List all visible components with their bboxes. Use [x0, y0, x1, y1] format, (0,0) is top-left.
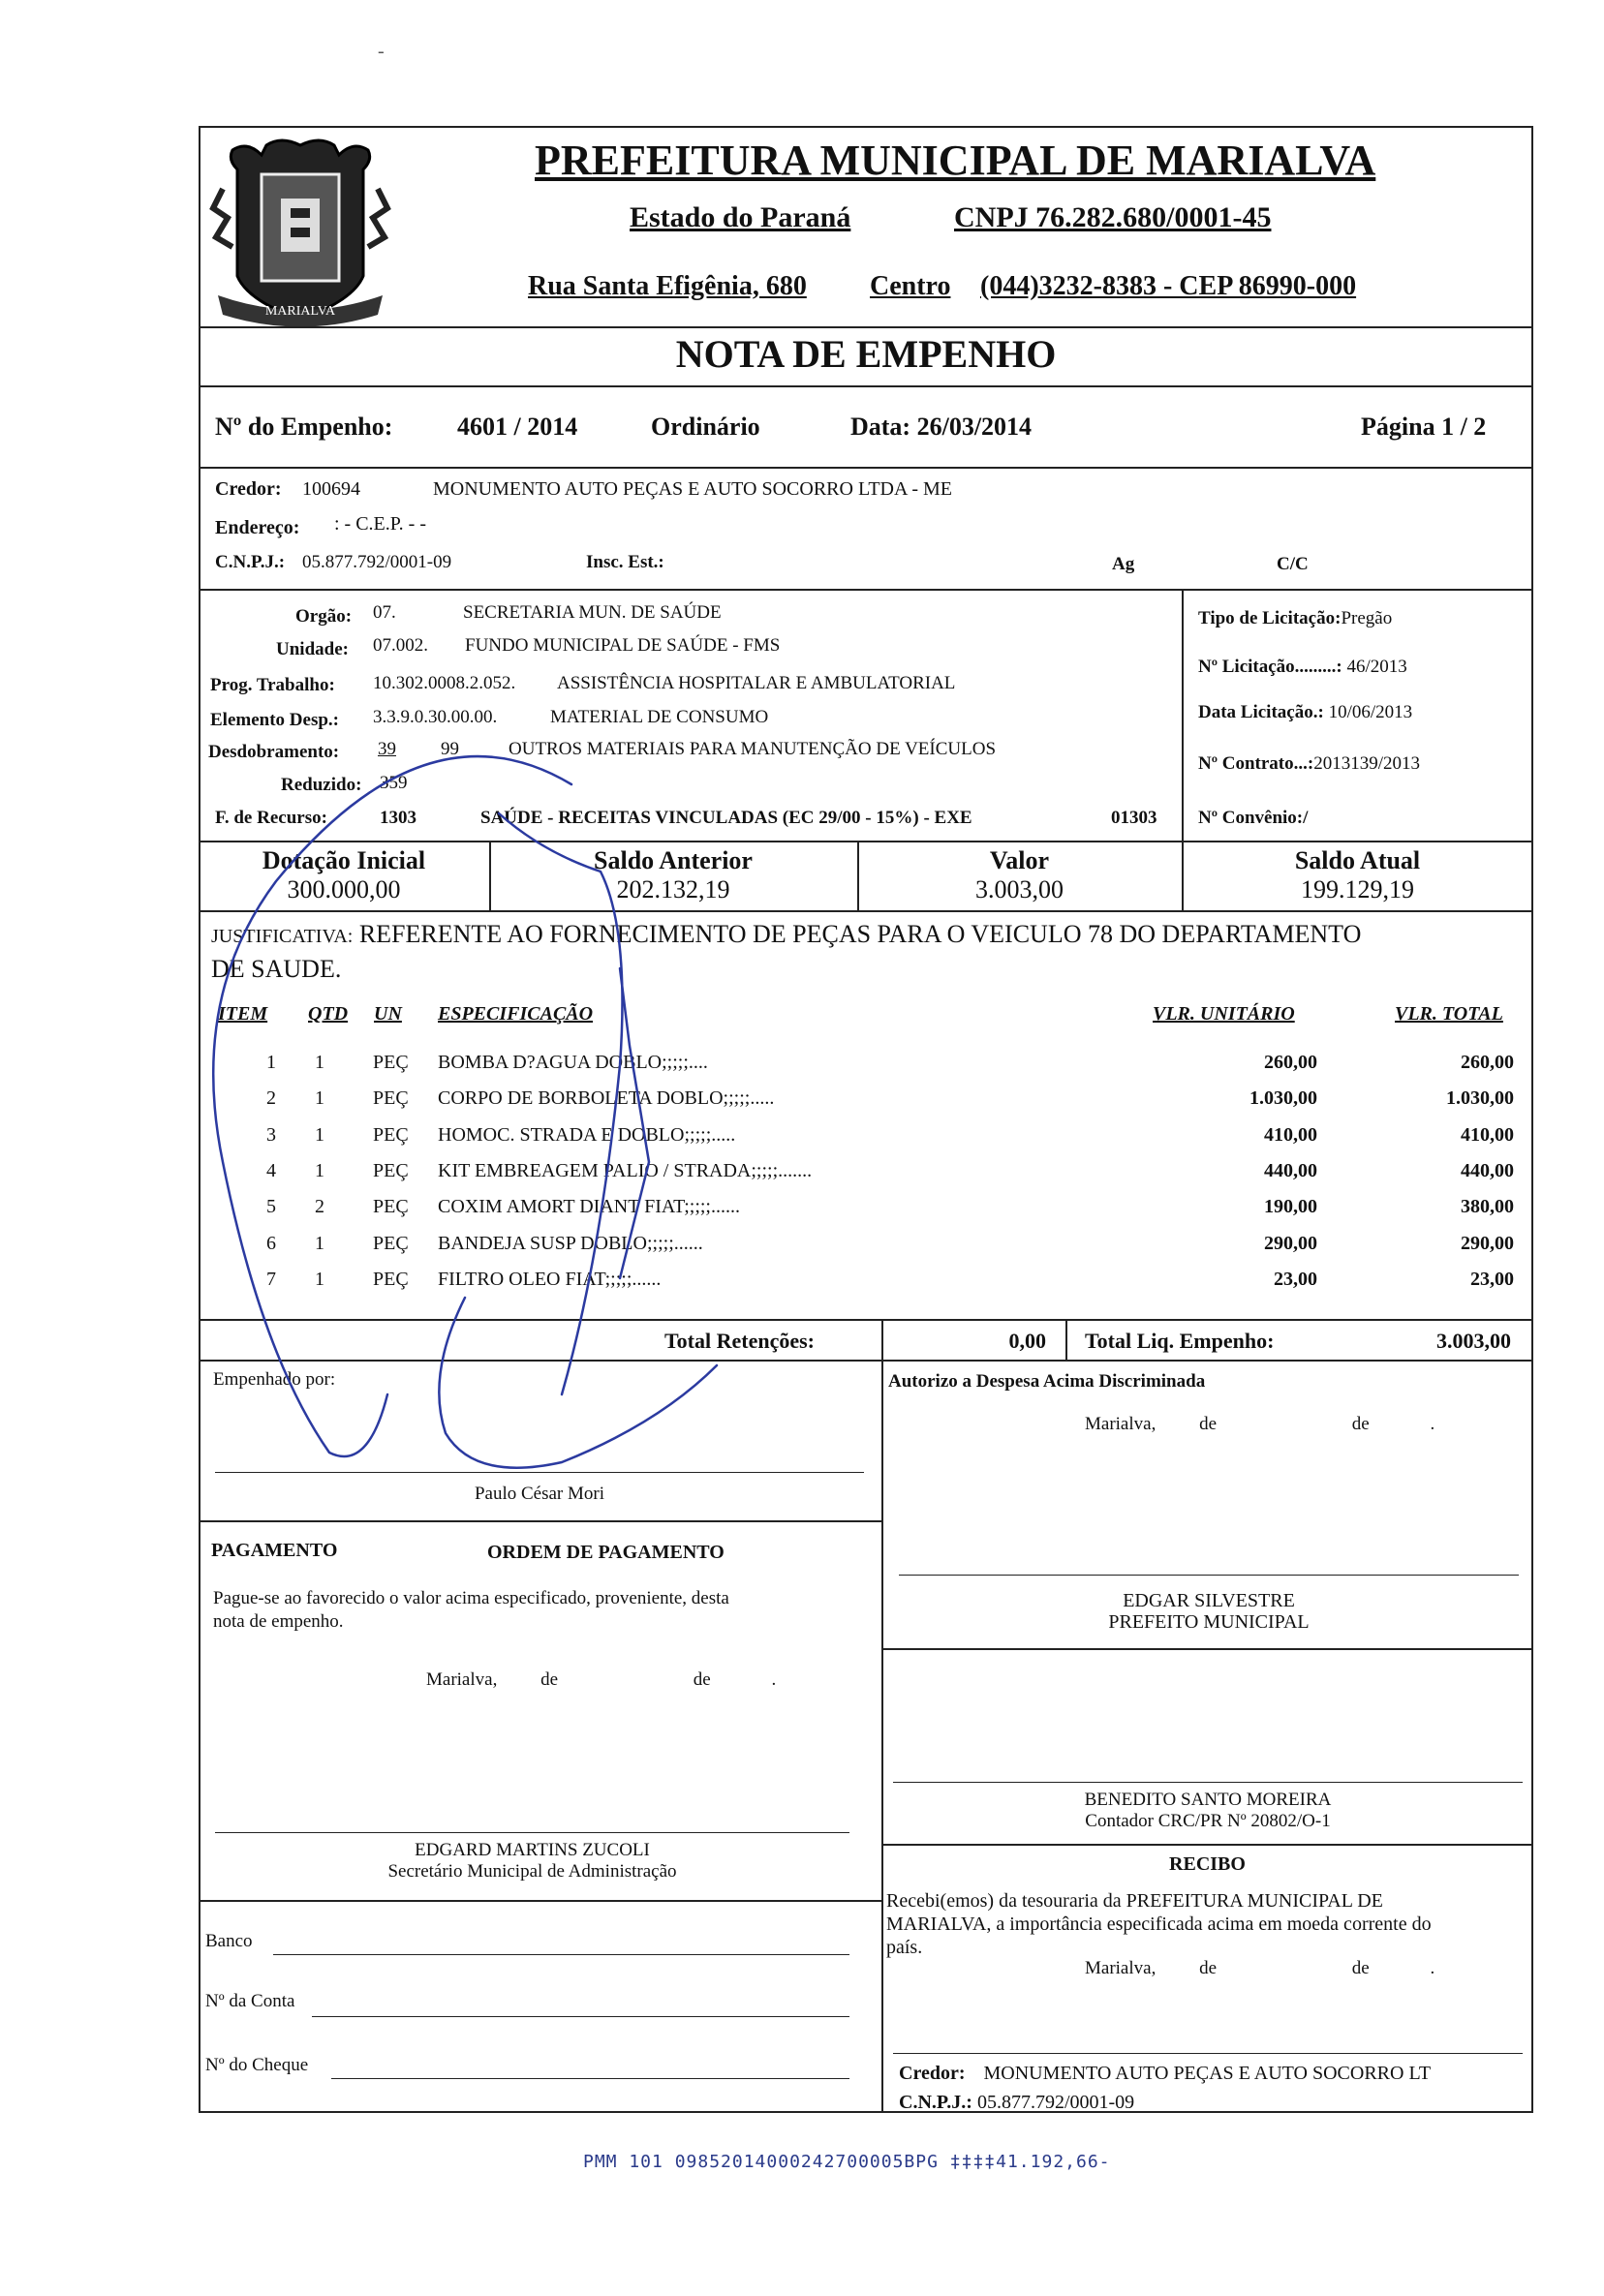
- page-title: PREFEITURA MUNICIPAL DE MARIALVA: [535, 137, 1376, 184]
- col-vlr-total: VLR. TOTAL: [1395, 1003, 1503, 1025]
- recibo-dot: .: [1430, 1958, 1435, 1978]
- item-qtd: 1: [315, 1052, 324, 1073]
- contrato: [1198, 753, 1420, 775]
- pagamento-text2: nota de empenho.: [213, 1611, 344, 1632]
- justificativa-label: JUSTIFICATIVA:: [211, 926, 354, 947]
- recibo-city: Marialva,: [1085, 1958, 1157, 1978]
- elem-name: MATERIAL DE CONSUMO: [550, 707, 769, 727]
- crest-icon: [208, 131, 392, 334]
- item-qtd: 1: [315, 1269, 324, 1290]
- col-un: UN: [374, 1003, 402, 1025]
- item-qtd: 1: [315, 1233, 324, 1254]
- orgao-code: 07.: [373, 602, 396, 623]
- item-un: PEÇ: [373, 1052, 409, 1073]
- numero-licitacao: [1198, 657, 1407, 678]
- valor-value: 3.003,00: [975, 875, 1064, 903]
- item-total-value: 23,00: [1470, 1269, 1514, 1290]
- item-desc: FILTRO OLEO FIAT;;;;;......: [438, 1269, 662, 1290]
- cc-label: C/C: [1277, 554, 1309, 574]
- cheque-label: Nº do Cheque: [205, 2055, 309, 2075]
- convenio: Nº Convênio:/: [1198, 808, 1309, 828]
- valor-label: Valor: [989, 846, 1050, 874]
- data-licitacao: [1198, 702, 1412, 723]
- item-number: 6: [266, 1233, 276, 1254]
- orgao-label: Orgão:: [295, 606, 353, 627]
- item-unit-value: 290,00: [1264, 1233, 1317, 1254]
- pagamento-date: [426, 1669, 776, 1691]
- autorizo-de2: de: [1351, 1414, 1370, 1434]
- pagamento-city: Marialva,: [426, 1669, 498, 1690]
- scan-mark: -: [378, 41, 385, 62]
- recibo-de1: de: [1199, 1958, 1218, 1978]
- unidade-code: 07.002.: [373, 635, 428, 656]
- tipo-licitacao-value: Pregão: [1341, 608, 1393, 628]
- item-qtd: 1: [315, 1087, 324, 1109]
- saldo-anterior-value: 202.132,19: [616, 875, 730, 903]
- numero-licitacao-label: Nº Licitação.........:: [1198, 657, 1342, 677]
- item-un: PEÇ: [373, 1124, 409, 1146]
- conta-label: Nº da Conta: [205, 1991, 295, 2011]
- item-unit-value: 440,00: [1264, 1160, 1317, 1181]
- item-total-value: 440,00: [1461, 1160, 1514, 1181]
- col-qtd: QTD: [308, 1003, 349, 1025]
- recibo-credor-label: Credor:: [899, 2063, 966, 2084]
- recibo-cnpj-value: 05.877.792/0001-09: [976, 2092, 1135, 2113]
- recibo-credor-name: MONUMENTO AUTO PEÇAS E AUTO SOCORRO LT: [983, 2063, 1432, 2084]
- item-desc: KIT EMBREAGEM PALIO / STRADA;;;;;.......: [438, 1160, 813, 1181]
- item-total-value: 290,00: [1461, 1233, 1514, 1254]
- item-unit-value: 260,00: [1264, 1052, 1317, 1073]
- item-desc: HOMOC. STRADA E DOBLO;;;;;.....: [438, 1124, 736, 1146]
- total-retencoes-label: Total Retenções:: [664, 1329, 815, 1353]
- banco-label: Banco: [205, 1931, 253, 1951]
- justificativa-text: REFERENTE AO FORNECIMENTO DE PEÇAS PARA O VEICULO 78 DO DEPARTAMENTO: [358, 920, 1362, 948]
- address: Rua Santa Efigênia, 680: [528, 271, 807, 301]
- page-number: Página 1 / 2: [1361, 413, 1487, 441]
- contrato-value: 2013139/2013: [1313, 753, 1420, 774]
- item-un: PEÇ: [373, 1196, 409, 1217]
- pagamento-text1: Pague-se ao favorecido o valor acima especificado, proveniente, desta: [213, 1588, 729, 1608]
- recurso-label: F. de Recurso:: [215, 808, 327, 828]
- item-desc: BOMBA D?AGUA DOBLO;;;;;....: [438, 1052, 708, 1073]
- recibo-de2: de: [1351, 1958, 1370, 1978]
- empenhado-label: Empenhado por:: [213, 1369, 336, 1390]
- recibo-line1: Recebi(emos) da tesouraria da PREFEITURA MUNICIPAL DE: [886, 1890, 1383, 1912]
- pagamento-de1: de: [540, 1669, 559, 1690]
- pagamento-dot: .: [771, 1669, 777, 1690]
- data-licitacao-value: 10/06/2013: [1328, 702, 1413, 722]
- recurso-code2: 01303: [1111, 808, 1157, 828]
- unidade-label: Unidade:: [276, 639, 349, 659]
- item-total-value: 410,00: [1461, 1124, 1514, 1146]
- empenho-label: Nº do Empenho:: [215, 413, 393, 441]
- contador-name: BENEDITO SANTO MOREIRA: [1084, 1790, 1332, 1810]
- justificativa-line2: DE SAUDE.: [211, 955, 342, 983]
- recibo-credor: [899, 2063, 1431, 2085]
- empenho-type: Ordinário: [651, 413, 760, 441]
- prog-code: 10.302.0008.2.052.: [373, 673, 516, 693]
- prog-name: ASSISTÊNCIA HOSPITALAR E AMBULATORIAL: [557, 673, 956, 693]
- justificativa: [211, 920, 1361, 949]
- total-liq-value: 3.003,00: [1436, 1329, 1511, 1353]
- item-desc: COXIM AMORT DIANT FIAT;;;;;......: [438, 1196, 740, 1217]
- recibo-line3: país.: [886, 1937, 923, 1958]
- saldo-atual-value: 199.129,19: [1301, 875, 1414, 903]
- ordem-pagamento: ORDEM DE PAGAMENTO: [487, 1542, 725, 1563]
- secretario-name: EDGARD MARTINS ZUCOLI: [415, 1840, 650, 1860]
- reduzido-value: 359: [380, 773, 408, 793]
- credor-cnpj: 05.877.792/0001-09: [302, 552, 452, 572]
- item-un: PEÇ: [373, 1233, 409, 1254]
- item-total-value: 1.030,00: [1446, 1087, 1514, 1109]
- reduzido-label: Reduzido:: [281, 775, 362, 795]
- item-un: PEÇ: [373, 1269, 409, 1290]
- prefeito-name: EDGAR SILVESTRE: [1123, 1590, 1295, 1611]
- credor-label: Credor:: [215, 478, 282, 500]
- item-desc: BANDEJA SUSP DOBLO;;;;;......: [438, 1233, 703, 1254]
- prefeito-role: PREFEITO MUNICIPAL: [1108, 1611, 1310, 1633]
- autorizo-date: [1085, 1414, 1434, 1435]
- credor-name: MONUMENTO AUTO PEÇAS E AUTO SOCORRO LTDA - ME: [433, 478, 952, 500]
- state-name: Estado do Paraná: [630, 201, 851, 233]
- credor-address: : - C.E.P. - -: [334, 513, 426, 535]
- item-unit-value: 190,00: [1264, 1196, 1317, 1217]
- address-label: Endereço:: [215, 517, 300, 538]
- total-retencoes-value: 0,00: [1008, 1329, 1046, 1353]
- col-vlr-unitario: VLR. UNITÁRIO: [1153, 1003, 1295, 1025]
- autorizo-dot: .: [1430, 1414, 1435, 1434]
- item-total-value: 380,00: [1461, 1196, 1514, 1217]
- total-liq-label: Total Liq. Empenho:: [1085, 1329, 1275, 1353]
- item-qtd: 1: [315, 1160, 324, 1181]
- cnpj-header: CNPJ 76.282.680/0001-45: [954, 201, 1272, 233]
- desd-label: Desdobramento:: [208, 742, 340, 762]
- crest-text: MARIALVA: [264, 304, 336, 319]
- tipo-licitacao: [1198, 608, 1392, 629]
- elem-code: 3.3.9.0.30.00.00.: [373, 707, 498, 727]
- dotacao-value: 300.000,00: [287, 875, 401, 903]
- credor-code: 100694: [302, 478, 360, 500]
- item-unit-value: 1.030,00: [1249, 1087, 1317, 1109]
- ag-label: Ag: [1112, 554, 1135, 574]
- recurso-code: 1303: [380, 808, 416, 828]
- data-licitacao-label: Data Licitação.:: [1198, 702, 1324, 722]
- insc-label: Insc. Est.:: [586, 552, 664, 572]
- item-number: 5: [266, 1196, 276, 1217]
- item-qtd: 1: [315, 1124, 324, 1146]
- pagamento-de2: de: [693, 1669, 711, 1690]
- item-unit-value: 410,00: [1264, 1124, 1317, 1146]
- contrato-label: Nº Contrato...:: [1198, 753, 1314, 774]
- phone-cep: (044)3232-8383 - CEP 86990-000: [980, 271, 1357, 301]
- autorizo-label: Autorizo a Despesa Acima Discriminada: [888, 1371, 1206, 1392]
- recibo-title: RECIBO: [1169, 1853, 1246, 1875]
- contador-role: Contador CRC/PR Nº 20802/O-1: [1085, 1811, 1331, 1831]
- item-desc: CORPO DE BORBOLETA DOBLO;;;;;.....: [438, 1087, 775, 1109]
- empenhado-name: Paulo César Mori: [474, 1484, 605, 1504]
- secretario-role: Secretário Municipal de Administração: [387, 1861, 677, 1882]
- orgao-name: SECRETARIA MUN. DE SAÚDE: [463, 602, 722, 623]
- item-total-value: 260,00: [1461, 1052, 1514, 1073]
- item-number: 1: [266, 1052, 276, 1073]
- item-qtd: 2: [315, 1196, 324, 1217]
- recibo-cnpj: [899, 2092, 1134, 2114]
- empenho-number: 4601 / 2014: [457, 413, 578, 441]
- numero-licitacao-value: 46/2013: [1346, 657, 1407, 677]
- empenho-date: Data: 26/03/2014: [850, 413, 1033, 441]
- item-number: 2: [266, 1087, 276, 1109]
- desd-name: OUTROS MATERIAIS PARA MANUTENÇÃO DE VEÍCULOS: [509, 739, 997, 759]
- pagamento-label: PAGAMENTO: [211, 1540, 338, 1561]
- cnpj-label: C.N.P.J.:: [215, 552, 286, 572]
- recibo-date: [1085, 1958, 1434, 1979]
- recibo-cnpj-label: C.N.P.J.:: [899, 2092, 972, 2113]
- item-number: 4: [266, 1160, 276, 1181]
- desd-a: 39: [378, 739, 396, 759]
- district: Centro: [870, 271, 951, 301]
- item-un: PEÇ: [373, 1160, 409, 1181]
- dotacao-label: Dotação Inicial: [262, 846, 426, 874]
- elem-label: Elemento Desp.:: [210, 710, 339, 730]
- item-number: 7: [266, 1269, 276, 1290]
- unidade-name: FUNDO MUNICIPAL DE SAÚDE - FMS: [465, 635, 781, 656]
- autorizo-de1: de: [1199, 1414, 1218, 1434]
- tipo-licitacao-label: Tipo de Licitação:: [1198, 608, 1342, 628]
- doc-title: NOTA DE EMPENHO: [675, 332, 1057, 376]
- prog-label: Prog. Trabalho:: [210, 675, 335, 695]
- item-unit-value: 23,00: [1274, 1269, 1317, 1290]
- saldo-atual-label: Saldo Atual: [1294, 846, 1421, 874]
- recurso-name: SAÚDE - RECEITAS VINCULADAS (EC 29/00 - 15%) - EXE: [480, 808, 972, 828]
- footer-code: PMM 101 09852014000242700005BPG ‡‡‡‡41.192,66-: [583, 2152, 1111, 2172]
- item-number: 3: [266, 1124, 276, 1146]
- item-un: PEÇ: [373, 1087, 409, 1109]
- col-item: ITEM: [218, 1003, 268, 1025]
- col-especificacao: ESPECIFICAÇÃO: [438, 1003, 594, 1025]
- saldo-anterior-label: Saldo Anterior: [594, 846, 753, 874]
- autorizo-city: Marialva,: [1085, 1414, 1157, 1434]
- recibo-line2: MARIALVA, a importância especificada acima em moeda corrente do: [886, 1913, 1432, 1935]
- desd-b: 99: [441, 739, 459, 759]
